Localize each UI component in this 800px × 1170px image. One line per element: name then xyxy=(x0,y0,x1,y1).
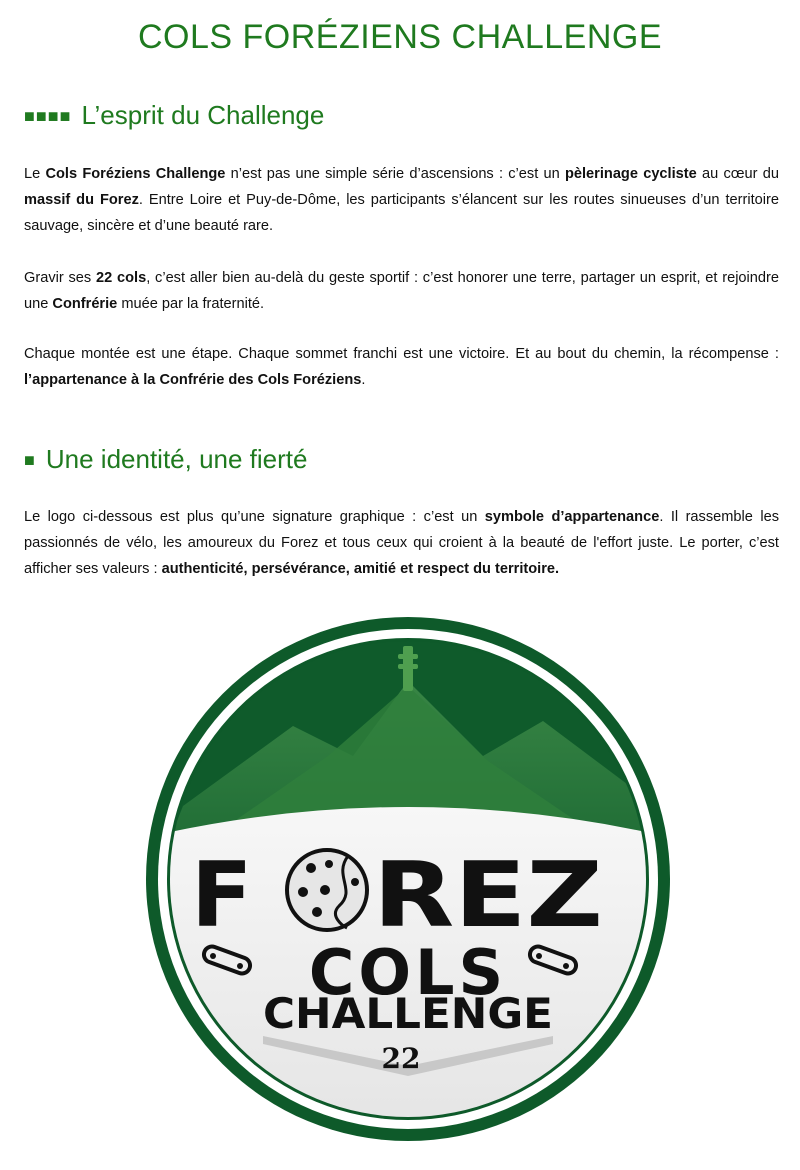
paragraph-recompense xyxy=(24,341,779,393)
bold-text: pèlerinage cycliste xyxy=(564,166,697,182)
bold-text: authenticité, persévérance, amitié et respect du territoire. xyxy=(161,561,560,577)
square-bullet-icon: ■ xyxy=(24,450,36,470)
logo-word-challenge: CHALLENGE xyxy=(263,989,553,1038)
page-title: COLS FORÉZIENS CHALLENGE xyxy=(137,18,662,56)
bold-text: Cols Foréziens Challenge xyxy=(45,166,226,182)
text-run: au cœur du xyxy=(696,166,779,182)
section-heading-text: L’esprit du Challenge xyxy=(81,100,325,130)
text-run: , c’est aller bien au-delà du geste sportif : c’est honorer une terre, partager un esprit, et rejoindre une xyxy=(24,270,779,312)
logo-word-rez: REZ xyxy=(373,843,603,948)
bold-text: l’appartenance à la Confrérie des Cols Foréziens xyxy=(24,372,362,388)
bold-text: 22 cols xyxy=(95,270,147,286)
text-run: n’est pas une simple série d’ascensions : c’est un xyxy=(225,166,565,182)
paragraph-intro xyxy=(24,161,779,239)
text-run: Chaque montée est une étape. Chaque sommet franchi est une victoire. Et au bout du chemin, la récompense : xyxy=(24,346,779,362)
bold-text: symbole d’appartenance xyxy=(484,509,660,525)
text-run: muée par la fraternité. xyxy=(117,296,265,312)
logo-letter-f: F xyxy=(191,843,253,948)
text-run: . Il rassemble les passionnés de vélo, les amoureux du Forez et tous ceux qui croient à la beauté de l'effort juste. Le porter, c’est afficher ses valeurs : xyxy=(24,509,779,577)
bold-text: massif du Forez xyxy=(24,192,139,208)
text-run: Le logo ci-dessous est plus qu’une signature graphique : c’est un xyxy=(24,509,485,525)
logo-number-22: 22 xyxy=(381,1042,421,1075)
cookie-o-icon xyxy=(287,850,367,930)
logo-word-cols: COLS xyxy=(308,936,508,1009)
bold-text: Confrérie xyxy=(52,296,118,312)
paragraph-22-cols xyxy=(24,265,779,317)
section-heading-esprit xyxy=(24,100,324,131)
section-heading-identite xyxy=(24,444,308,475)
forez-cols-challenge-logo xyxy=(143,606,673,1146)
square-bullets-icon: ■■■■ xyxy=(24,106,72,126)
paragraph-logo-description xyxy=(24,504,779,582)
text-run: Gravir ses xyxy=(24,270,96,286)
text-run: . Entre Loire et Puy-de-Dôme, les participants s’élancent sur les routes sinueuses d’un territoire sauvage, sincère et d’une beauté rare. xyxy=(24,192,779,234)
text-run: . xyxy=(361,372,366,388)
text-run: Le xyxy=(24,166,46,182)
section-heading-text: Une identité, une fierté xyxy=(45,444,308,474)
